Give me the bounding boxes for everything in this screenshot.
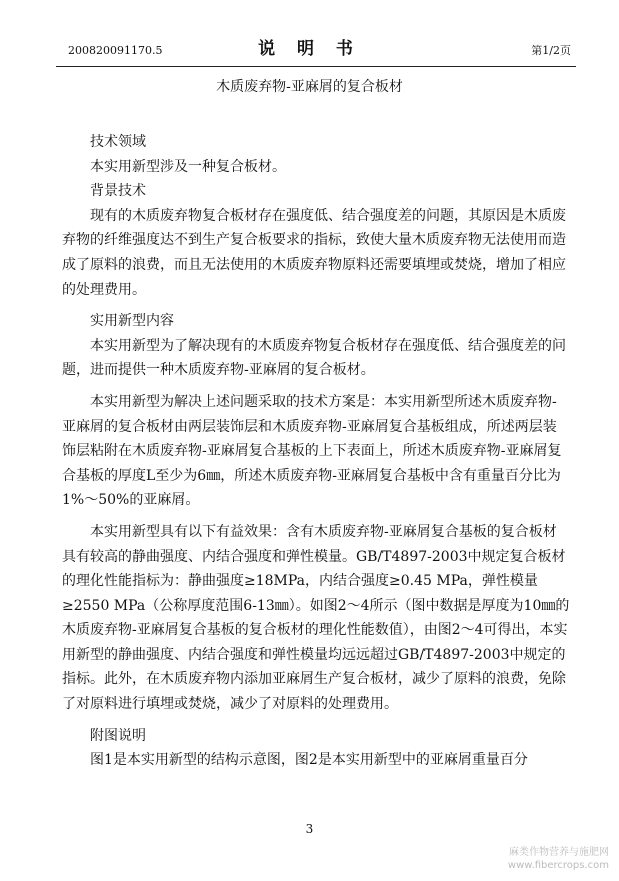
section-heading-field: 技术领域	[90, 134, 146, 150]
body-text	[62, 130, 570, 773]
section-heading-content: 实用新型内容	[90, 313, 174, 330]
document-type-title: 说 明 书	[258, 39, 361, 59]
paragraph-field: 本实用新型涉及一种复合板材。	[90, 158, 286, 175]
patent-number: 200820091170.5	[68, 44, 163, 57]
page-indicator: 第1/2页	[531, 44, 571, 57]
header-divider	[56, 66, 576, 67]
section-heading-background: 背景技术	[90, 183, 146, 200]
invention-title: 木质废弃物-亚麻屑的复合板材	[216, 79, 403, 95]
watermark-site-name: 麻类作物营养与施肥网	[509, 847, 609, 858]
page-number: 3	[305, 822, 314, 836]
watermark	[508, 846, 609, 872]
paragraph-beneficial-effects: 本实用新型具有以下有益效果：含有木质废弃物-亚麻屑复合基板的复合板材具有较高的静曲强度、内结合强度和弹性模量。GB/T4897-2003中规定复合板材的理化性能指标为：静曲强度≥18MPa，内结合强度≥0.45 MPa，弹性模量≥2550 MPa（公称厚度范围6-13㎜）。如图2～4所示（图中数据是厚度为10㎜的木质废弃物-亚麻屑复合基板的复合板材的理化性能数值），由图2～4可得出，本实用新型的静曲强度、内结合强度和弹性模量均远远超过GB/T4897-2003中规定的指标。此外，在木质废弃物内添加亚麻屑生产复合板材，减少了原料的浪费，免除了对原料进行填埋或焚烧，减少了对原料的处理费用。	[62, 523, 570, 713]
section-heading-drawings: 附图说明	[90, 727, 146, 744]
paragraph-background: 现有的木质废弃物复合板材存在强度低、结合强度差的问题，其原因是木质废弃物的纤维强度达不到生产复合板要求的指标，致使大量木质废弃物无法使用而造成了原料的浪费，而且无法使用的木质废弃物原料还需要填埋或焚烧，增加了相应的处理费用。	[62, 207, 566, 298]
watermark-url: www.fibercrops.com	[507, 860, 609, 871]
paragraph-drawings: 图1是本实用新型的结构示意图，图2是本实用新型中的亚麻屑重量百分	[90, 752, 528, 769]
paragraph-purpose: 本实用新型为了解决现有的木质废弃物复合板材存在强度低、结合强度差的问题，进而提供一种木质废弃物-亚麻屑的复合板材。	[62, 337, 566, 379]
paragraph-technical-solution: 本实用新型为解决上述问题采取的技术方案是：本实用新型所述木质废弃物-亚麻屑的复合板材由两层装饰层和木质废弃物-亚麻屑复合基板组成，所述两层装饰层粘附在木质废弃物-亚麻屑复合基板的上下表面上，所述木质废弃物-亚麻屑复合基板的厚度L至少为6㎜，所述木质废弃物-亚麻屑复合基板中含有重量百分比为1%～50%的亚麻屑。	[62, 393, 562, 509]
